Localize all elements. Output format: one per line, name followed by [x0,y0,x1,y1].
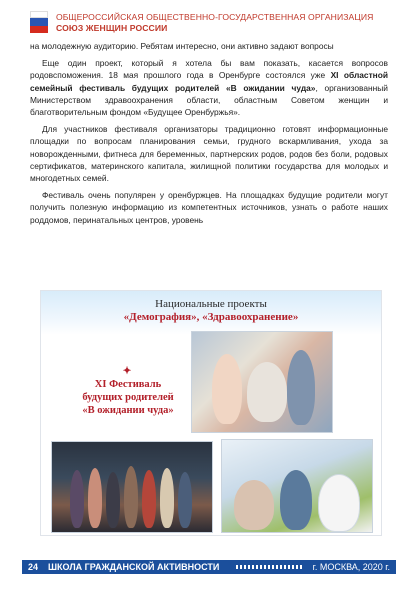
photo-stage-group [51,441,213,533]
festival-caption-line-3: «В ожидании чуда» [82,405,174,416]
paragraph-1: на молодежную аудиторию. Ребятам интересно, они активно задают вопросы [30,41,334,51]
banner-title-line-2: «Демография», «Здравоохранение» [123,311,299,323]
paragraph-2-text-a: Еще один проект, который я хотела бы вам показать, касается вопросов родовспоможения. 18 мая прошлого года в Оренбурге состоялся уже [30,58,388,81]
page-number: 24 [28,562,39,572]
photo-medical-demo [191,331,333,433]
footer-school-title: ШКОЛА ГРАЖДАНСКОЙ АКТИВНОСТИ [48,562,220,572]
star-icon: ✦ [122,366,132,377]
organization-line-1: ОБЩЕРОССИЙСКАЯ ОБЩЕСТВЕННО-ГОСУДАРСТВЕННАЯ ОРГАНИЗАЦИЯ [56,12,374,22]
paragraph-2-text-b: , организованный Министерством здравоохранения области, областным Советом женщин и благотворительным фондом «Будущее Оренбуржья». [30,82,388,118]
festival-caption [63,365,193,417]
banner-title-line-1: Национальные проекты [155,298,267,310]
festival-caption-line-1 [63,365,193,391]
collage-banner [41,291,381,335]
page-footer [0,560,420,574]
festival-title-bold: XI областной семейный фестиваль будущих родителей «В ожидании чуда» [30,70,389,93]
photo-exhibition-booth [221,439,373,533]
festival-caption-line-2: будущих родителей [82,392,174,403]
organization-line-2: СОЮЗ ЖЕНЩИН РОССИИ [56,23,168,33]
festival-caption-text-1: XI Фестиваль [94,379,162,390]
photo-collage [40,290,382,536]
russian-flag-icon [30,11,48,33]
page-header [30,8,400,36]
footer-dotted-line [236,565,304,569]
paragraph-4: Фестиваль очень популярен у оренбуржцев. На площадках будущие родители могут получить полезную информацию из компетентных источников, узнать о работе наших роддомов, перинатальных центров, уровень [30,190,388,225]
article-body [30,40,388,231]
paragraph-3: Для участников фестиваля организаторы традиционно готовят информационные площадки по вопросам планирования семьи, грудного вскармливания, ухода за новорожденными, фитнеса для беременных, партнерских родов, родов без боли, родовых сертификатов, материнского капитала, жилищной политики государства для молодых и многодетных семей. [30,124,388,184]
paragraph-2 [30,57,388,118]
footer-location-year: г. МОСКВА, 2020 г. [312,562,390,572]
